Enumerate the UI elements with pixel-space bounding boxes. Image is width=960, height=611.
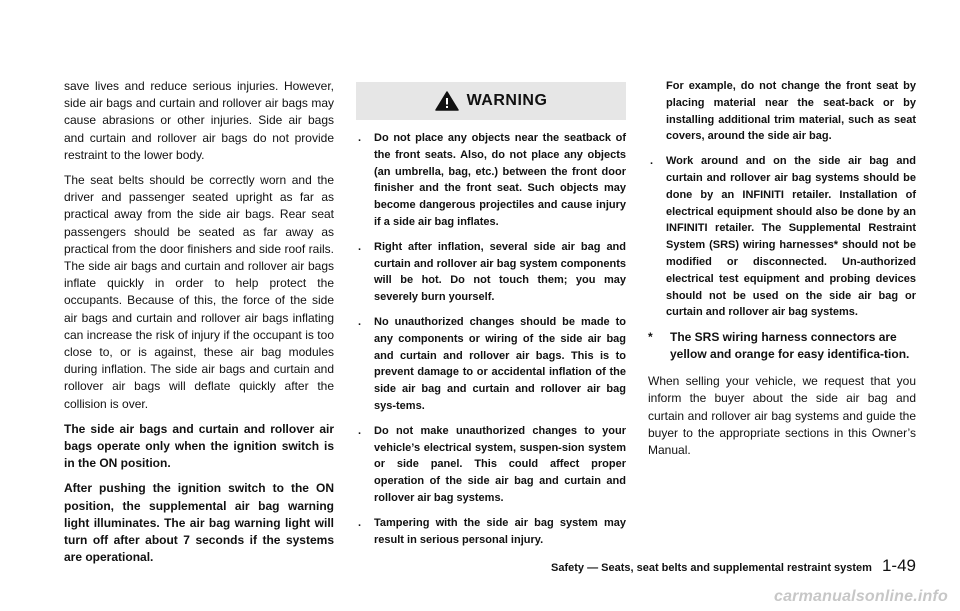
warning-item (356, 515, 626, 549)
warning-item-text: Do not place any objects near the seatback of the front seats. Also, do not place any objects (an umbrella, bag, etc.) between the front door finisher and the front seat. Such objects may become dangerous projectiles and cause injury if a side air bag inflates. (374, 132, 626, 228)
bullet: . (358, 240, 362, 253)
warning-item (356, 130, 626, 231)
bullet: . (358, 424, 362, 437)
warning-item (356, 314, 626, 415)
left-column (64, 78, 334, 574)
warning-item-text: Work around and on the side air bag and curtain and rollover air bag systems should be done by an INFINITI retailer. Installation of electrical equipment should also be done by an INFINITI retailer. The Supplemental Restraint System (SRS) wiring harnesses* should not be modified or disconnected. Un-authorized electrical test equipment and probing devices should not be used on the side air bag or curtain and rollover air bag systems. (666, 155, 916, 319)
watermark: carmanualsonline.info (773, 588, 948, 605)
bullet: . (650, 155, 654, 168)
warning-item-text: Tampering with the side air bag system may result in serious personal injury. (374, 516, 626, 546)
bullet: . (358, 132, 362, 144)
page-footer (551, 556, 916, 576)
warning-item-text: No unauthorized changes should be made to any components or wiring of the side air bag and curtain and rollover air bags. This is to prevent damage to or accidental inflation of the side air bag and curtain and rollover air bag sys-tems. (374, 315, 626, 412)
bold-paragraph: After pushing the ignition switch to the ON position, the supplemental air bag warning light illuminates. The air bag warning light will turn off after about 7 seconds if the systems are operational. (64, 481, 334, 565)
bold-paragraph: The side air bags and curtain and rollover air bags operate only when the ignition switch is in the ON position. (64, 421, 334, 471)
warning-header (356, 82, 626, 120)
warning-list (356, 130, 626, 548)
warning-item (648, 153, 916, 321)
footnote (648, 329, 916, 363)
bullet: . (358, 516, 362, 529)
page-number: 1-49 (881, 556, 916, 575)
warning-item (356, 239, 626, 306)
section-title: Safety — Seats, seat belts and supplemental restraint system (551, 562, 872, 574)
footnote-marker: * (648, 330, 653, 345)
body-paragraph: save lives and reduce serious injuries. However, side air bags and curtain and rollover air bags may cause abrasions or other injuries. Side air bags and curtain and rollover air bags do not provide restraint to the lower body. (64, 79, 334, 162)
right-column (648, 78, 916, 467)
body-paragraph: When selling your vehicle, we request that you inform the buyer about the side air bag and curtain and rollover air bag systems and guide the buyer to the appropriate sections in this Owner’s Manual. (648, 374, 916, 457)
footnote-text: The SRS wiring harness connectors are yellow and orange for easy identifica-tion. (670, 330, 910, 362)
bullet: . (358, 315, 362, 328)
warning-item-text: Do not make unauthorized changes to your vehicle’s electrical system, suspen-sion system or side panel. This could affect proper operation of the side air bag and curtain and rollover air bag systems. (374, 424, 626, 504)
warning-item-text: Right after inflation, several side air bag and curtain and rollover air bag system components will be hot. Do not touch them; you may severely burn yourself. (374, 240, 626, 304)
warning-list-continued (648, 153, 916, 321)
warning-title: WARNING (466, 92, 548, 109)
warning-triangle-icon (435, 91, 459, 111)
body-paragraph: The seat belts should be correctly worn and the driver and passenger seated upright as far as practical away from the side air bags. Rear seat passengers should be seated as far away as practical from the door finishers and side roof rails. The side air bags and curtain and rollover air bags inflate quickly in order to help protect the occupants. Because of this, the force of the side air bags and curtain and rollover air bags inflating can increase the risk of injury if the occupant is too close to, or is against, these air bag modules during inflation. The side air bags and curtain and rollover air bags will deflate quickly after the collision is over. (64, 173, 334, 411)
warning-item (356, 423, 626, 507)
warning-column (356, 78, 626, 556)
warning-continuation (648, 78, 916, 145)
warning-continuation-text: For example, do not change the front seat by placing material near the seat-back or by installing additional trim material, such as seat covers, around the side air bag. (666, 80, 916, 143)
